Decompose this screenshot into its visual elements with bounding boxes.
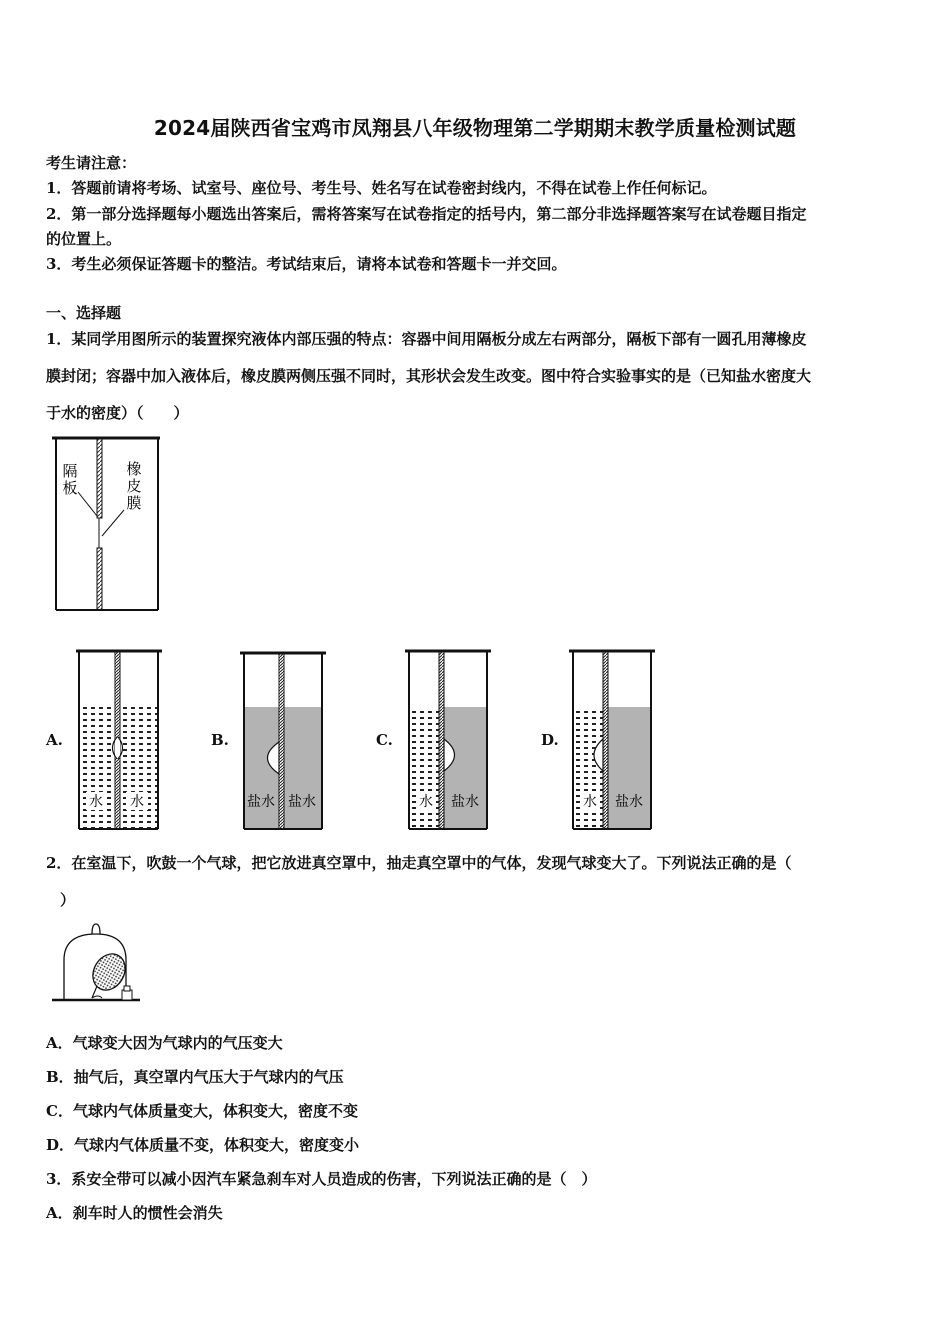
option-item[interactable]: A．气球变大因为气球内的气压变大 — [46, 1034, 283, 1052]
label-membrane-char3: 膜 — [126, 494, 142, 512]
option-a-figure[interactable] — [74, 645, 166, 833]
vacuum-jar-figure — [50, 920, 145, 1006]
label-membrane-char1: 橡 — [126, 460, 142, 478]
liquid-label-right: 水 — [130, 794, 144, 810]
option-letter[interactable]: B. — [211, 731, 229, 749]
question-text: 3．系安全带可以减小因汽车紧急刹车对人员造成的伤害，下列说法正确的是（ ） — [46, 1170, 597, 1188]
option-b-figure[interactable] — [238, 645, 330, 833]
label-partition-char2: 板 — [62, 479, 78, 497]
liquid-label-right: 盐水 — [451, 794, 479, 810]
label-partition-char1: 隔 — [62, 462, 78, 480]
option-c-figure[interactable] — [403, 643, 495, 833]
liquid-label-right: 盐水 — [288, 794, 316, 810]
notice-item: 1．答题前请将考场、试室号、座位号、考生号、姓名写在试卷密封线内，不得在试卷上作任何标记。 — [46, 179, 717, 197]
notice-item: 2．第一部分选择题每小题选出答案后，需将答案写在试卷指定的括号内，第二部分非选择题答案写在试卷题目指定 — [46, 205, 807, 223]
notice-item: 的位置上。 — [46, 230, 122, 248]
option-letter[interactable]: D. — [541, 731, 559, 749]
option-item[interactable]: C．气球内气体质量变大，体积变大，密度不变 — [46, 1102, 358, 1120]
option-letter[interactable]: C. — [376, 731, 393, 749]
notice-heading: 考生请注意： — [46, 154, 137, 172]
liquid-label-left: 水 — [419, 794, 433, 810]
question-text: ） — [60, 891, 76, 909]
question-text: 于水的密度）（ ） — [46, 404, 189, 422]
page-title: 2024届陕西省宝鸡市凤翔县八年级物理第二学期期末教学质量检测试题 — [153, 116, 797, 140]
liquid-label-right: 盐水 — [615, 794, 643, 810]
question-text: 1．某同学用图所示的装置探究液体内部压强的特点：容器中间用隔板分成左右两部分，隔板下部有一圆孔用薄橡皮 — [46, 330, 807, 348]
option-letter[interactable]: A. — [46, 731, 63, 749]
label-membrane-char2: 皮 — [126, 477, 142, 495]
section-heading: 一、选择题 — [46, 304, 122, 322]
notice-item: 3．考生必须保证答题卡的整洁。考试结束后，请将本试卷和答题卡一并交回。 — [46, 255, 567, 273]
option-d-figure[interactable] — [567, 643, 659, 833]
apparatus-figure — [40, 430, 170, 615]
question-text: 2．在室温下，吹鼓一个气球，把它放进真空罩中，抽走真空罩中的气体，发现气球变大了。下列说法正确的是（ — [46, 854, 792, 872]
liquid-label-left: 水 — [583, 794, 597, 810]
liquid-label-left: 盐水 — [247, 794, 275, 810]
option-item[interactable]: B．抽气后，真空罩内气压大于气球内的气压 — [46, 1068, 344, 1086]
option-item[interactable]: A．刹车时人的惯性会消失 — [46, 1204, 223, 1222]
liquid-label-left: 水 — [89, 794, 103, 810]
option-item[interactable]: D．气球内气体质量不变，体积变大，密度变小 — [46, 1136, 360, 1154]
question-text: 膜封闭；容器中加入液体后，橡皮膜两侧压强不同时，其形状会发生改变。图中符合实验事实的是（已知盐水密度大 — [46, 367, 812, 385]
